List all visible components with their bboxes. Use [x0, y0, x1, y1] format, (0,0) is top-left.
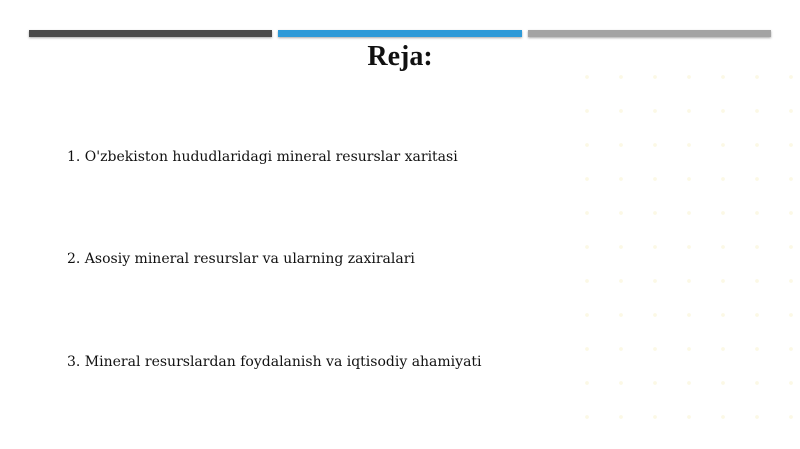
accent-bar-dark: [29, 30, 272, 37]
dotted-background-pattern: [570, 60, 800, 449]
accent-bar-gray: [528, 30, 771, 37]
agenda-item: 3. Mineral resurslardan foydalanish va iqtisodiy ahamiyati: [67, 354, 482, 370]
agenda-item: 1. O'zbekiston hududlaridagi mineral resurslar xaritasi: [67, 149, 458, 165]
accent-bar-blue: [278, 30, 522, 37]
agenda-item: 2. Asosiy mineral resurslar va ularning zaxiralari: [67, 251, 415, 267]
slide-title: Reja:: [367, 41, 433, 72]
top-accent-bars: [29, 30, 771, 38]
